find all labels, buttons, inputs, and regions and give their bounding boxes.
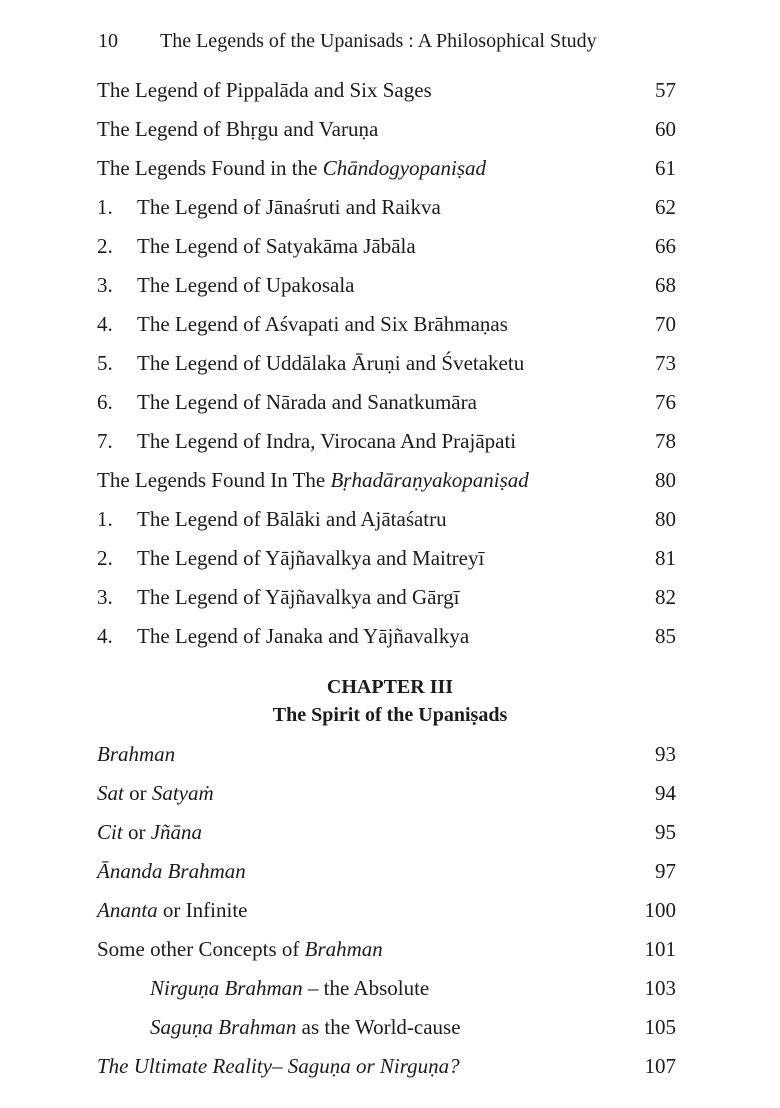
toc-entry-title-italic: Jñāna [150, 820, 203, 844]
toc-entry-page: 97 [655, 859, 676, 883]
toc-entry-title [97, 778, 214, 808]
toc-entry-page: 103 [644, 976, 676, 1000]
toc-entry-title [97, 934, 383, 964]
toc-entry-title: The Legend of Yājñavalkya and Maitreyī [137, 546, 485, 570]
toc-entry-title: The Legend of Upakosala [137, 273, 355, 297]
toc-entry-title-plain: or [122, 820, 151, 844]
header-book-title: The Legends of the Upanisads : A Philosophical Study [160, 30, 597, 52]
toc-entry [0, 270, 780, 300]
toc-entry-number: 3. [97, 585, 113, 609]
toc-entry-title: The Legend of Jānaśruti and Raikva [137, 195, 441, 219]
toc-entry-number: 1. [97, 195, 113, 219]
toc-entry [0, 778, 780, 808]
toc-entry-number: 4. [97, 312, 113, 336]
toc-entry-page: 85 [655, 624, 676, 648]
toc-entry-title: Ānanda Brahman [97, 859, 246, 883]
toc-entry-title-italic: Saguṇa Brahman [150, 1015, 297, 1039]
toc-entry-title-italic: Nirguṇa Brahman [150, 976, 303, 1000]
toc-entry-page: 60 [655, 117, 676, 141]
chapter-label: CHAPTER III [326, 676, 454, 698]
toc-entry-title: The Ultimate Reality– Saguṇa or Nirguṇa? [97, 1054, 460, 1078]
toc-entry-title-italic: Ananta [97, 898, 158, 922]
toc-subentry [0, 1012, 780, 1042]
toc-entry [0, 739, 780, 769]
toc-entry-title: The Legend of Nārada and Sanatkumāra [137, 390, 477, 414]
toc-entry-title-plain: – the Absolute [302, 976, 430, 1000]
toc-entry-title [150, 973, 429, 1003]
toc-entry-page: 70 [655, 312, 676, 336]
toc-entry [0, 895, 780, 925]
header-page-number: 10 [98, 30, 118, 52]
toc-entry [0, 817, 780, 847]
toc-entry-number: 6. [97, 390, 113, 414]
toc-entry-number: 5. [97, 351, 113, 375]
toc-entry-page: 94 [655, 781, 676, 805]
toc-entry [0, 504, 780, 534]
toc-entry-title-italic: Brahman [304, 937, 383, 961]
running-head [98, 30, 597, 53]
toc-entry-page: 95 [655, 820, 676, 844]
toc-entry-page: 82 [655, 585, 676, 609]
toc-entry-page: 101 [644, 937, 676, 961]
toc-entry-number: 2. [97, 234, 113, 258]
toc-entry-page: 68 [655, 273, 676, 297]
toc-entry-number: 4. [97, 624, 113, 648]
toc-entry-title-plain: as the World-cause [296, 1015, 461, 1039]
toc-entry-title-plain: or [123, 781, 152, 805]
toc-entry [0, 856, 780, 886]
toc-entry-title-italic: Bṛhadāraṇyakopaniṣad [330, 468, 529, 492]
toc-section-heading [0, 465, 780, 495]
toc-entry-page: 57 [655, 78, 676, 102]
toc-entry-title: Brahman [97, 742, 176, 766]
toc-entry-page: 66 [655, 234, 676, 258]
toc-entry-title [97, 153, 486, 183]
toc-entry-page: 80 [655, 468, 676, 492]
toc-entry [0, 114, 780, 144]
toc-entry [0, 231, 780, 261]
toc-entry-page: 105 [644, 1015, 676, 1039]
toc-entry-number: 3. [97, 273, 113, 297]
toc-entry-page: 61 [655, 156, 676, 180]
toc-entry-page: 76 [655, 390, 676, 414]
toc-entry-title: The Legend of Indra, Virocana And Prajāpati [137, 429, 517, 453]
toc-entry [0, 309, 780, 339]
toc-entry-page: 100 [644, 898, 676, 922]
toc-entry [0, 426, 780, 456]
toc-entry-title [97, 817, 202, 847]
toc-entry-title-prefix: The Legends Found In The [97, 468, 331, 492]
toc-entry-title-italic: Cit [97, 820, 123, 844]
toc-entry [0, 621, 780, 651]
toc-entry-title [150, 1012, 461, 1042]
toc-entry [0, 192, 780, 222]
toc-entry-number: 1. [97, 507, 113, 531]
toc-entry-page: 62 [655, 195, 676, 219]
toc-entry-title-italic: Sat [97, 781, 124, 805]
toc-entry-title-italic: Chāndogyopaniṣad [322, 156, 487, 180]
toc-entry-page: 81 [655, 546, 676, 570]
toc-entry-title-italic: Satyaṁ [151, 781, 214, 805]
chapter-title: The Spirit of the Upaniṣads [272, 704, 508, 726]
toc-entry [0, 934, 780, 964]
toc-entry-page: 73 [655, 351, 676, 375]
toc-entry-page: 80 [655, 507, 676, 531]
toc-entry-title [97, 465, 529, 495]
toc-entry-title: The Legend of Janaka and Yājñavalkya [137, 624, 470, 648]
toc-entry-title: The Legend of Satyakāma Jābāla [137, 234, 416, 258]
toc-entry-number: 7. [97, 429, 113, 453]
toc-entry-page: 93 [655, 742, 676, 766]
toc-entry-title-prefix: The Legends Found in the [97, 156, 323, 180]
toc-entry-title-plain: or Infinite [157, 898, 248, 922]
toc-entry-title: The Legend of Uddālaka Āruṇi and Śvetaketu [137, 351, 525, 375]
toc-entry-page: 107 [644, 1054, 676, 1078]
toc-entry-number: 2. [97, 546, 113, 570]
toc-entry [0, 387, 780, 417]
toc-entry [0, 75, 780, 105]
toc-entry [0, 348, 780, 378]
toc-entry-title-plain: Some other Concepts of [97, 937, 305, 961]
toc-subentry [0, 973, 780, 1003]
toc-entry [0, 543, 780, 573]
toc-section-heading [0, 153, 780, 183]
toc-entry-title: The Legend of Bālāki and Ajātaśatru [137, 507, 447, 531]
toc-entry-title: The Legend of Pippalāda and Six Sages [97, 78, 432, 102]
toc-entry-title: The Legend of Bhṛgu and Varuṇa [97, 117, 379, 141]
toc-entry-title: The Legend of Aśvapati and Six Brāhmaṇas [137, 312, 508, 336]
toc-entry-title: The Legend of Yājñavalkya and Gārgī [137, 585, 460, 609]
toc-entry [0, 1051, 780, 1081]
toc-entry [0, 582, 780, 612]
toc-entry-page: 78 [655, 429, 676, 453]
toc-entry-title [97, 895, 247, 925]
